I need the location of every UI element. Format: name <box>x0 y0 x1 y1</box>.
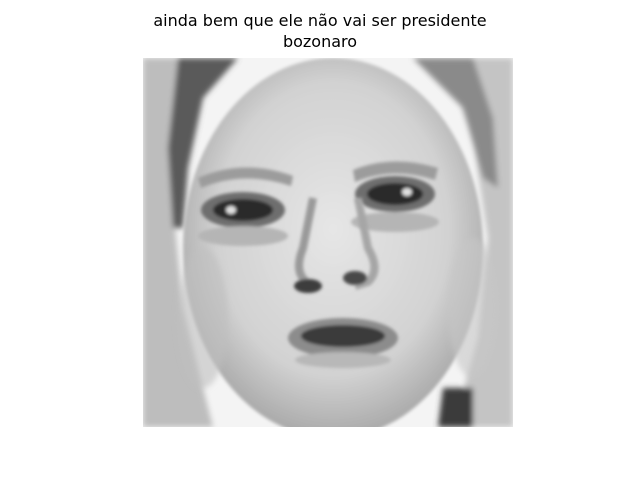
title-line-2: bozonaro <box>282 32 358 51</box>
face-image <box>143 58 513 427</box>
figure-title <box>0 10 640 52</box>
title-line-1: ainda bem que ele não vai ser presidente <box>153 11 487 30</box>
mouth <box>288 318 398 368</box>
face-image-svg <box>143 58 513 427</box>
